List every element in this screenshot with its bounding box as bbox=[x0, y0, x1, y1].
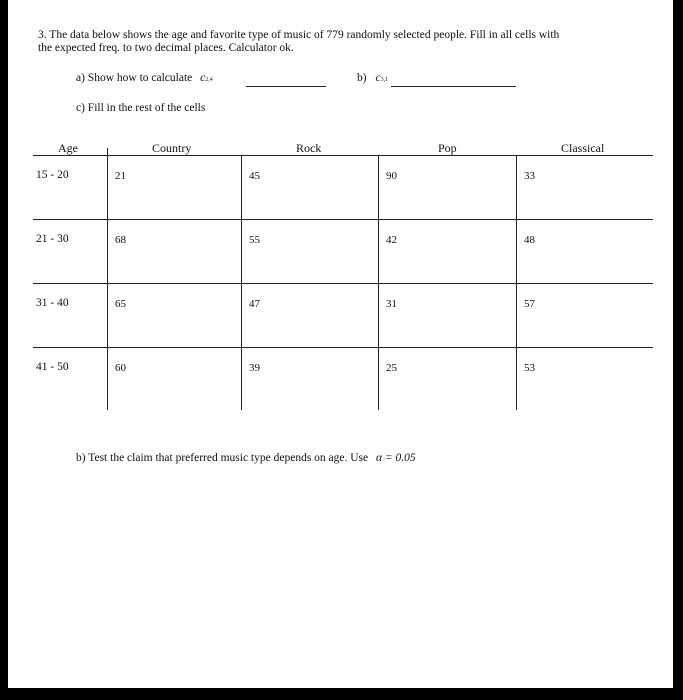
table-rule-top bbox=[33, 155, 653, 156]
part-b-answer-blank[interactable] bbox=[391, 86, 516, 87]
test-claim-label: b) Test the claim that preferred music type depends on age. Use bbox=[76, 452, 369, 464]
row-3-classical: 57 bbox=[524, 298, 535, 310]
part-b-cell-ref: c3,1 bbox=[375, 72, 389, 84]
part-a-answer-blank[interactable] bbox=[246, 86, 326, 87]
header-age: Age bbox=[58, 141, 78, 155]
question-line-2: the expected freq. to two decimal places. Calculator ok. bbox=[38, 42, 294, 54]
header-country: Country bbox=[152, 141, 192, 155]
table-col-divider-3 bbox=[378, 155, 379, 410]
row-3-pop: 31 bbox=[386, 298, 397, 310]
row-1-classical: 33 bbox=[524, 170, 535, 182]
table-rule-row-2 bbox=[33, 283, 653, 284]
table-col-divider-1 bbox=[107, 148, 108, 410]
row-2-rock: 55 bbox=[249, 234, 260, 246]
row-4-pop: 25 bbox=[386, 362, 397, 374]
row-3-rock: 47 bbox=[249, 298, 260, 310]
header-classical: Classical bbox=[561, 141, 605, 155]
part-a bbox=[76, 72, 213, 84]
worksheet-page bbox=[8, 0, 673, 688]
header-rock: Rock bbox=[296, 141, 322, 155]
row-2-country: 68 bbox=[115, 234, 126, 246]
row-2-age: 21 - 30 bbox=[36, 233, 69, 245]
part-b-label: b) bbox=[357, 72, 367, 84]
test-claim-prompt bbox=[76, 452, 416, 464]
table-rule-row-1 bbox=[33, 219, 653, 220]
part-b bbox=[357, 72, 388, 84]
alpha-value: α = 0.05 bbox=[376, 452, 416, 464]
row-4-country: 60 bbox=[115, 362, 126, 374]
table-col-divider-2 bbox=[241, 155, 242, 410]
part-c-label: c) Fill in the rest of the cells bbox=[76, 102, 206, 114]
row-1-pop: 90 bbox=[386, 170, 397, 182]
row-1-age: 15 - 20 bbox=[36, 169, 69, 181]
table-col-divider-4 bbox=[516, 155, 517, 410]
row-1-country: 21 bbox=[115, 170, 126, 182]
question-line-1: 3. The data below shows the age and favorite type of music of 779 randomly selected people. Fill in all cells with bbox=[38, 29, 560, 41]
header-pop: Pop bbox=[438, 141, 457, 155]
row-3-age: 31 - 40 bbox=[36, 297, 69, 309]
row-4-age: 41 - 50 bbox=[36, 361, 69, 373]
table-rule-row-3 bbox=[33, 347, 653, 348]
part-a-cell-ref: c2,4 bbox=[200, 72, 213, 84]
row-2-pop: 42 bbox=[386, 234, 397, 246]
part-a-label: a) Show how to calculate bbox=[76, 72, 193, 84]
row-4-classical: 53 bbox=[524, 362, 535, 374]
row-2-classical: 48 bbox=[524, 234, 535, 246]
row-4-rock: 39 bbox=[249, 362, 260, 374]
row-3-country: 65 bbox=[115, 298, 126, 310]
row-1-rock: 45 bbox=[249, 170, 260, 182]
